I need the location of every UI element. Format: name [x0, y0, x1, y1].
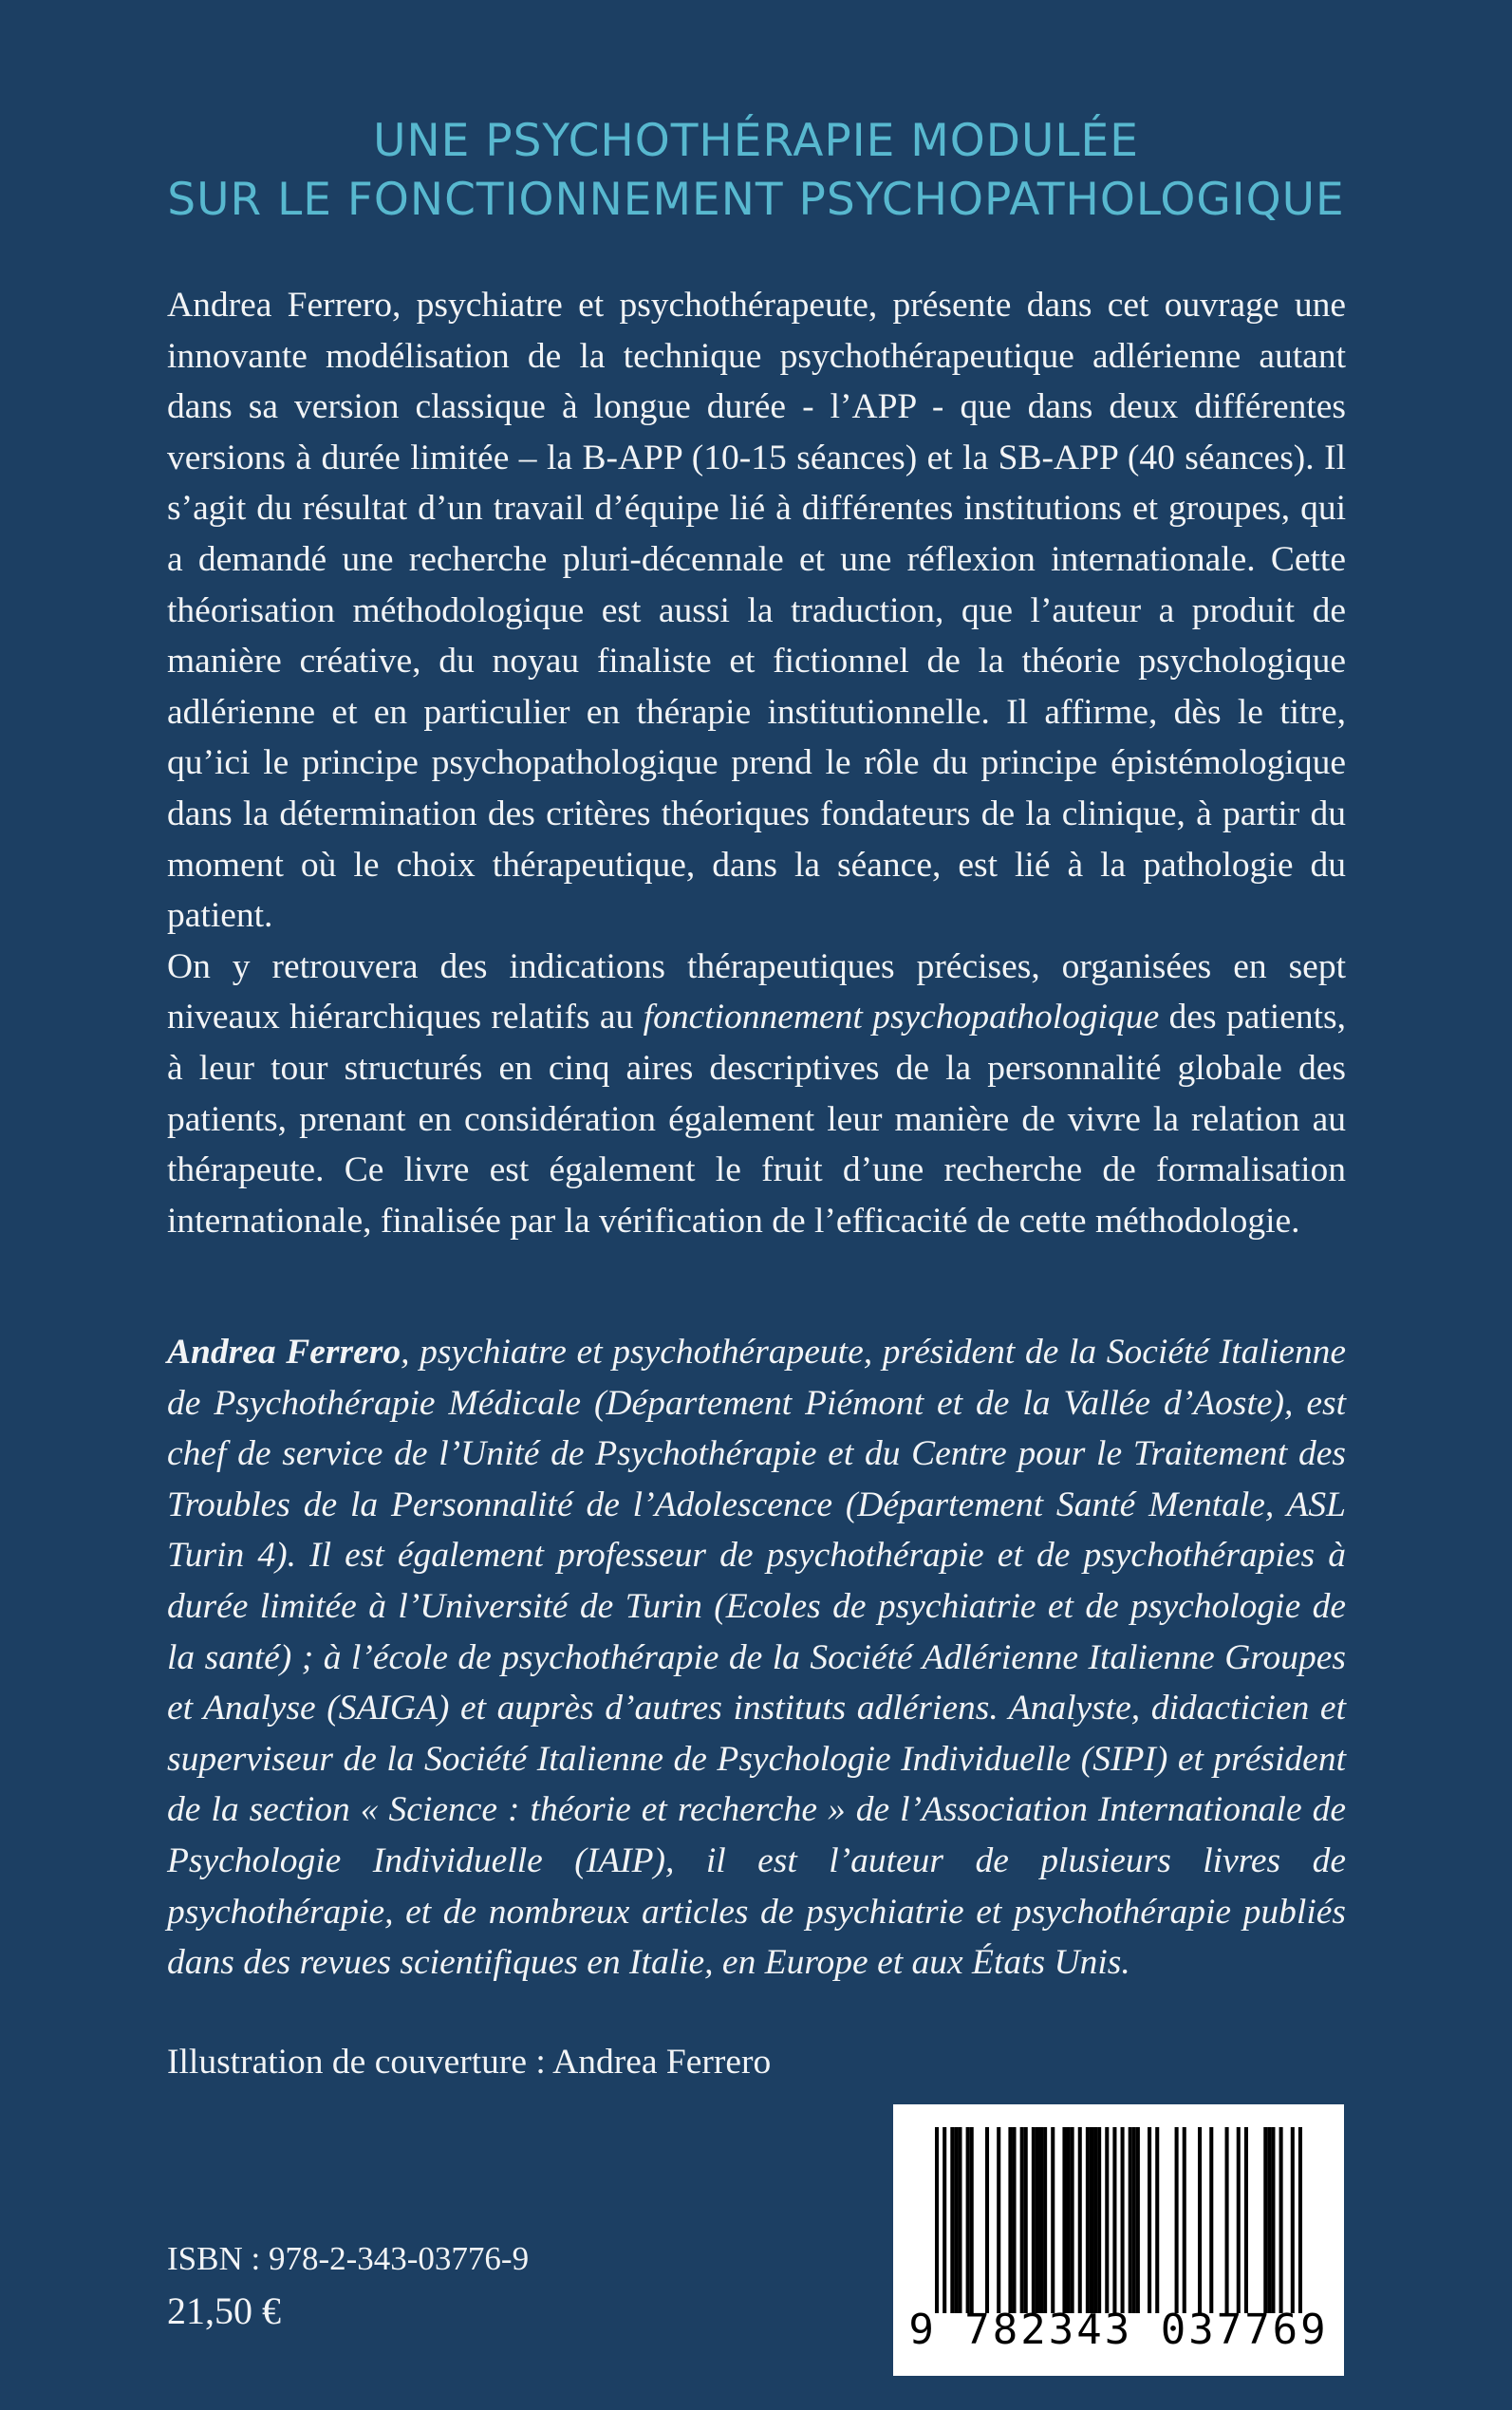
barcode-bar: [1263, 2127, 1267, 2313]
barcode-bar: [1271, 2127, 1275, 2313]
barcode-bar: [1067, 2127, 1071, 2313]
barcode-bar: [1183, 2127, 1186, 2313]
barcode-bar: [1086, 2127, 1090, 2313]
author-bio-text: , psychiatre et psychothérapeute, président de la Société Italienne de Psychothérapie Médicale (Département Piémont et de la Vallée d’Aoste), est chef de service de l’Unité de Psychothérapie et du Centre pour le Traitement des Troubles de la Personnalité de l’Adolescence (Département Santé Mentale, ASL Turin 4). Il est également professeur de psychothérapie et de psychothérapies à durée limitée à l’Université de Turin (Ecoles de psychiatrie et de psychologie de la santé) ; à l’école de psychothérapie de la Société Adlérienne Italienne Groupes et Analyse (SAIGA) et auprès d’autres instituts adlériens. Analyste, didacticien et superviseur de la Société Italienne de Psychologie Individuelle (SIPI) et président de la section « Science : théorie et recherche » de l’Association Internationale de Psychologie Individuelle (IAIP), il est l’auteur de plusieurs livres de psychothérapie, et de nombreux articles de psychiatrie et psychothérapie publiés dans des revues scientifiques en Italie, en Europe et aux États Unis.: [167, 1333, 1346, 1983]
barcode: [893, 2104, 1344, 2376]
author-biography: [167, 1327, 1346, 1989]
description-paragraph-1: Andrea Ferrero, psychiatre et psychothérapeute, présente dans cet ouvrage une innovante modélisation de la technique psychothérapeutique adlérienne autant dans sa version classique à longue durée - l’APP - que dans deux différentes versions à durée limitée – la B-APP (10-15 séances) et la SB-APP (40 séances). Il s’agit du résultat d’un travail d’équipe lié à différentes institutions et groupes, qui a demandé une recherche pluri-décennale et une réflexion internationale. Cette théorisation méthodologique est aussi la traduction, que l’auteur a produit de manière créative, du noyau finaliste et fictionnel de la théorie psychologique adlérienne et en particulier en thérapie institutionnelle. Il affirme, dès le titre, qu’ici le principe psychopathologique prend le rôle du principe épistémologique dans la détermination des critères théoriques fondateurs de la clinique, à partir du moment où le choix thérapeutique, dans la séance, est lié à la pathologie du patient.: [167, 286, 1346, 936]
barcode-bar: [1051, 2127, 1055, 2313]
barcode-bar: [950, 2127, 954, 2313]
barcode-bar: [1008, 2127, 1012, 2313]
barcode-bar: [1198, 2127, 1202, 2313]
description-emphasis: fonctionnement psychopathologique: [643, 998, 1160, 1037]
barcode-bar: [1024, 2127, 1028, 2313]
barcode-bar: [970, 2127, 974, 2313]
illustration-credit: Illustration de couverture : Andrea Ferrero: [167, 2043, 772, 2082]
description-paragraph-2: [167, 942, 1346, 1247]
barcode-bar: [1129, 2127, 1132, 2313]
description-paragraph-2-end: des patients, à leur tour structurés en cinq aires descriptives de la personnalité globale des patients, prenant en considération également leur manière de vivre la relation au thérapeute. Ce livre est également le fruit d’une recherche de formalisation internationale, finalisée par la vérification de l’efficacité de cette méthodologie.: [167, 998, 1346, 1241]
book-title-line-1: UNE PSYCHOTHÉRAPIE MODULÉE: [373, 115, 1139, 167]
barcode-bar: [1078, 2127, 1082, 2313]
barcode-bar: [985, 2127, 989, 2313]
barcode-bar: [1043, 2127, 1047, 2313]
barcode-bar: [935, 2127, 939, 2313]
barcode-bar: [1237, 2127, 1241, 2313]
barcode-bar: [1148, 2127, 1151, 2313]
barcode-bar: [966, 2127, 970, 2313]
description-paragraph-2-start: On y retrouvera des indications thérapeutiques précises, organisées en sept niveaux hiérarchiques relatifs au: [167, 946, 1346, 1037]
barcode-bars: [935, 2127, 1302, 2313]
barcode-bar: [1225, 2127, 1229, 2313]
author-name: Andrea Ferrero: [167, 1333, 401, 1372]
barcode-bar: [1279, 2127, 1283, 2313]
barcode-bar: [1132, 2127, 1136, 2313]
barcode-bar: [943, 2127, 946, 2313]
barcode-bar: [1244, 2127, 1248, 2313]
barcode-bar: [1071, 2127, 1074, 2313]
price: 21,50 €: [167, 2289, 281, 2332]
barcode-bar: [1175, 2127, 1179, 2313]
barcode-bar: [1032, 2127, 1036, 2313]
barcode-bar: [1136, 2127, 1140, 2313]
barcode-bar: [1155, 2127, 1159, 2313]
barcode-bar: [1093, 2127, 1097, 2313]
barcode-bar: [954, 2127, 958, 2313]
barcode-bar: [958, 2127, 961, 2313]
barcode-bar: [1020, 2127, 1024, 2313]
isbn: ISBN : 978-2-343-03776-9: [167, 2240, 530, 2277]
barcode-bar: [1036, 2127, 1039, 2313]
barcode-bar: [997, 2127, 1000, 2313]
barcode-bar: [1062, 2127, 1066, 2313]
book-description: [167, 280, 1346, 1246]
barcode-bar: [1097, 2127, 1101, 2313]
barcode-bar: [1012, 2127, 1016, 2313]
barcode-bar: [1298, 2127, 1302, 2313]
barcode-bar: [1112, 2127, 1116, 2313]
barcode-bar: [1039, 2127, 1043, 2313]
book-title-line-2: SUR LE FONCTIONNEMENT PSYCHOPATHOLOGIQUE: [167, 174, 1345, 226]
barcode-bar: [1291, 2127, 1295, 2313]
barcode-bar: [1121, 2127, 1125, 2313]
barcode-bar: [1090, 2127, 1093, 2313]
author-bio-paragraph: [167, 1327, 1346, 1989]
barcode-bar: [1267, 2127, 1271, 2313]
book-title: [0, 112, 1512, 230]
barcode-digits: 9 782343 037769: [908, 2306, 1329, 2354]
barcode-bar: [1105, 2127, 1109, 2313]
barcode-bar: [1209, 2127, 1213, 2313]
